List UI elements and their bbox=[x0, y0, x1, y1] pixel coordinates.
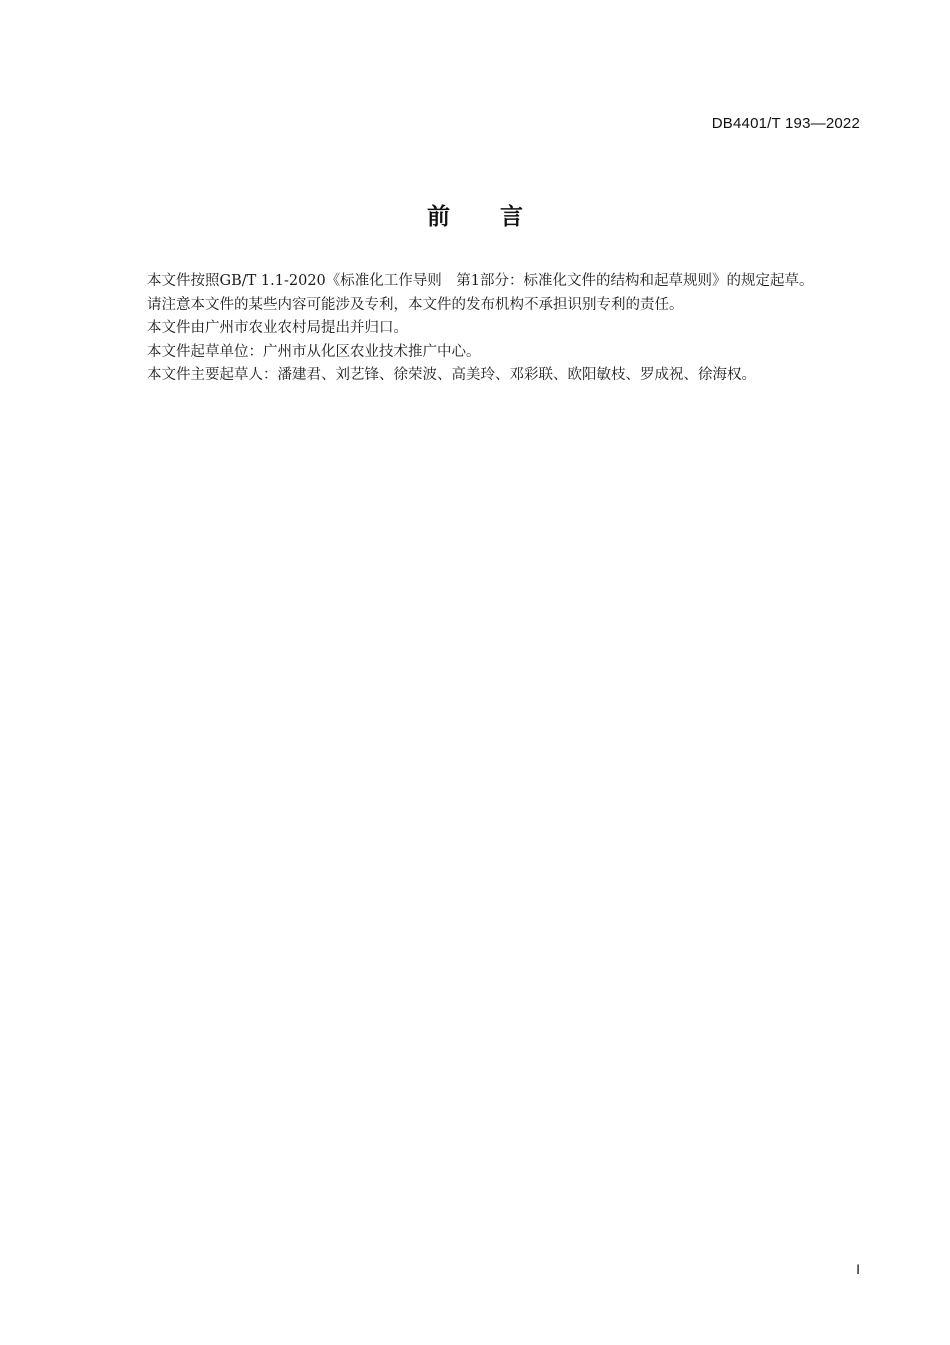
section-title: 前言 bbox=[427, 204, 573, 230]
paragraph-drafters: 本文件主要起草人：潘建君、刘艺锋、徐荣波、高美玲、邓彩联、欧阳敏枝、罗成祝、徐海权。 bbox=[147, 367, 756, 383]
paragraph-drafting-unit: 本文件起草单位：广州市从化区农业技术推广中心。 bbox=[147, 343, 481, 360]
paragraph-standard-basis: 本文件按照GB/T 1.1-2020《标准化工作导则 第1部分：标准化文件的结构和起草规则》的规定起草。 bbox=[147, 273, 814, 289]
paragraph-patent-notice: 请注意本文件的某些内容可能涉及专利，本文件的发布机构不承担识别专利的责任。 bbox=[147, 296, 684, 313]
paragraph-proposer: 本文件由广州市农业农村局提出并归口。 bbox=[147, 320, 408, 336]
foreword-body bbox=[114, 270, 862, 388]
document-code: DB4401/T 193—2022 bbox=[711, 115, 860, 132]
page-number: I bbox=[856, 1261, 860, 1277]
